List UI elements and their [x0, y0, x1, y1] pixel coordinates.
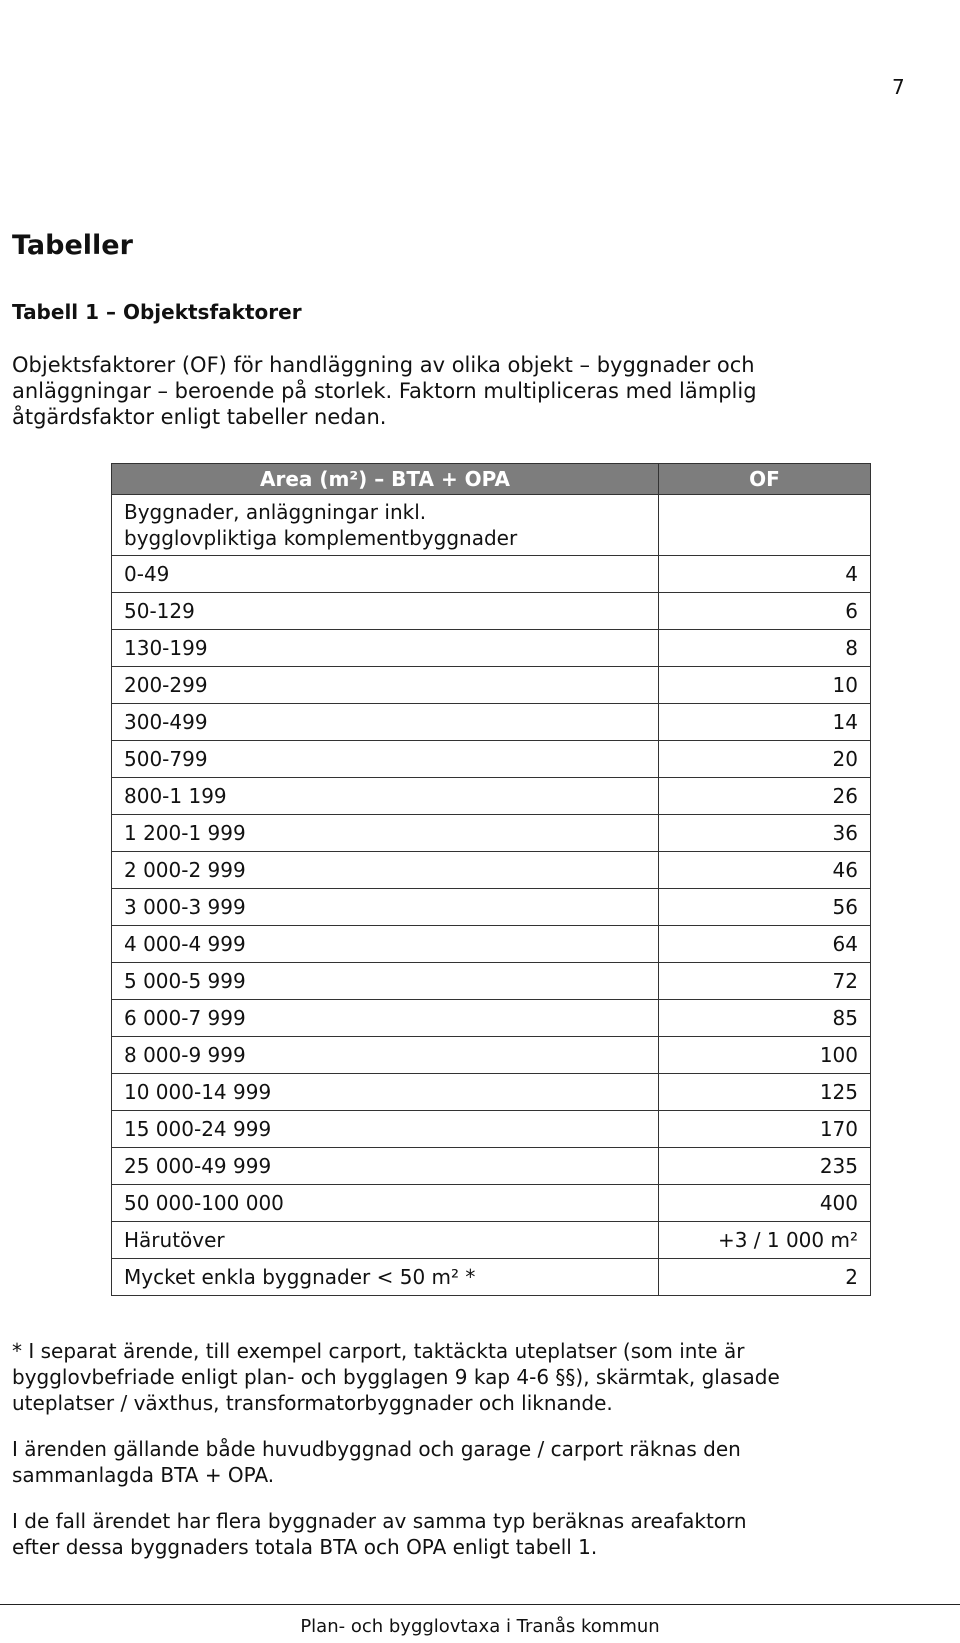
objektsfaktor-table: [111, 463, 871, 1296]
of-cell: 125: [659, 1074, 871, 1111]
note-line: uteplatser / växthus, transformatorbyggnader och liknande.: [12, 1391, 613, 1415]
category-label: [112, 495, 659, 556]
of-cell: +3 / 1 000 m²: [659, 1222, 871, 1259]
area-cell: 6 000-7 999: [112, 1000, 659, 1037]
area-cell: 5 000-5 999: [112, 963, 659, 1000]
intro-paragraph: [12, 352, 912, 430]
table-row: [112, 778, 871, 815]
intro-line: åtgärdsfaktor enligt tabeller nedan.: [12, 405, 387, 429]
area-cell: 4 000-4 999: [112, 926, 659, 963]
area-cell: 10 000-14 999: [112, 1074, 659, 1111]
footer-divider: [0, 1604, 960, 1605]
table-row: [112, 926, 871, 963]
table-row: [112, 852, 871, 889]
page-heading: Tabeller: [12, 230, 133, 261]
table-row: [112, 963, 871, 1000]
of-cell: 20: [659, 741, 871, 778]
table-row: [112, 741, 871, 778]
table-row: [112, 704, 871, 741]
note-flera-byggnader: [12, 1508, 932, 1560]
table-row: [112, 1185, 871, 1222]
table-row: [112, 1074, 871, 1111]
table-row: [112, 1000, 871, 1037]
table-row: [112, 889, 871, 926]
table-header-row: [112, 464, 871, 495]
of-cell: 400: [659, 1185, 871, 1222]
category-value-empty: [659, 495, 871, 556]
of-cell: 100: [659, 1037, 871, 1074]
area-cell: 15 000-24 999: [112, 1111, 659, 1148]
note-line: * I separat ärende, till exempel carport, taktäckta uteplatser (som inte är: [12, 1339, 745, 1363]
of-cell: 8: [659, 630, 871, 667]
table-row: [112, 593, 871, 630]
table-row: [112, 1259, 871, 1296]
table-row: [112, 1037, 871, 1074]
area-cell: 500-799: [112, 741, 659, 778]
of-cell: 170: [659, 1111, 871, 1148]
category-label-line1: Byggnader, anläggningar inkl.: [124, 500, 427, 524]
area-cell: 50 000-100 000: [112, 1185, 659, 1222]
table-title: Tabell 1 – Objektsfaktorer: [12, 300, 302, 324]
note-line: I ärenden gällande både huvudbyggnad och garage / carport räknas den: [12, 1437, 741, 1461]
area-cell: 3 000-3 999: [112, 889, 659, 926]
note-huvudbyggnad: [12, 1436, 932, 1488]
note-line: bygglovbefriade enligt plan- och bygglagen 9 kap 4-6 §§), skärmtak, glasade: [12, 1365, 780, 1389]
of-cell: 64: [659, 926, 871, 963]
of-cell: 6: [659, 593, 871, 630]
table-row-category: [112, 495, 871, 556]
of-cell: 46: [659, 852, 871, 889]
of-cell: 36: [659, 815, 871, 852]
note-line: sammanlagda BTA + OPA.: [12, 1463, 275, 1487]
of-cell: 10: [659, 667, 871, 704]
area-cell: 800-1 199: [112, 778, 659, 815]
table-row: [112, 1148, 871, 1185]
of-cell: 26: [659, 778, 871, 815]
area-cell: 130-199: [112, 630, 659, 667]
of-cell: 56: [659, 889, 871, 926]
of-cell: 72: [659, 963, 871, 1000]
area-cell: 200-299: [112, 667, 659, 704]
table-row: [112, 815, 871, 852]
area-cell: Härutöver: [112, 1222, 659, 1259]
area-cell: 8 000-9 999: [112, 1037, 659, 1074]
table-row: [112, 667, 871, 704]
area-cell: Mycket enkla byggnader < 50 m² *: [112, 1259, 659, 1296]
table-row: [112, 1111, 871, 1148]
area-cell: 300-499: [112, 704, 659, 741]
of-cell: 4: [659, 556, 871, 593]
intro-line: Objektsfaktorer (OF) för handläggning av olika objekt – byggnader och: [12, 353, 755, 377]
note-line: I de fall ärendet har flera byggnader av samma typ beräknas areafaktorn: [12, 1509, 747, 1533]
page-footer: Plan- och bygglovtaxa i Tranås kommun: [300, 1616, 660, 1637]
of-cell: 85: [659, 1000, 871, 1037]
table-row: [112, 630, 871, 667]
header-area: Area (m²) – BTA + OPA: [112, 464, 659, 495]
table-row: [112, 1222, 871, 1259]
category-label-line2: bygglovpliktiga komplementbyggnader: [124, 526, 518, 550]
header-of: OF: [659, 464, 871, 495]
intro-line: anläggningar – beroende på storlek. Faktorn multipliceras med lämplig: [12, 379, 757, 403]
of-cell: 235: [659, 1148, 871, 1185]
area-cell: 1 200-1 999: [112, 815, 659, 852]
area-cell: 2 000-2 999: [112, 852, 659, 889]
note-line: efter dessa byggnaders totala BTA och OPA enligt tabell 1.: [12, 1535, 598, 1559]
page-number: 7: [892, 75, 905, 99]
table-row: [112, 556, 871, 593]
notes-section: [12, 1338, 932, 1580]
area-cell: 50-129: [112, 593, 659, 630]
of-cell: 14: [659, 704, 871, 741]
of-cell: 2: [659, 1259, 871, 1296]
area-cell: 0-49: [112, 556, 659, 593]
note-separat-arende: [12, 1338, 932, 1416]
area-cell: 25 000-49 999: [112, 1148, 659, 1185]
